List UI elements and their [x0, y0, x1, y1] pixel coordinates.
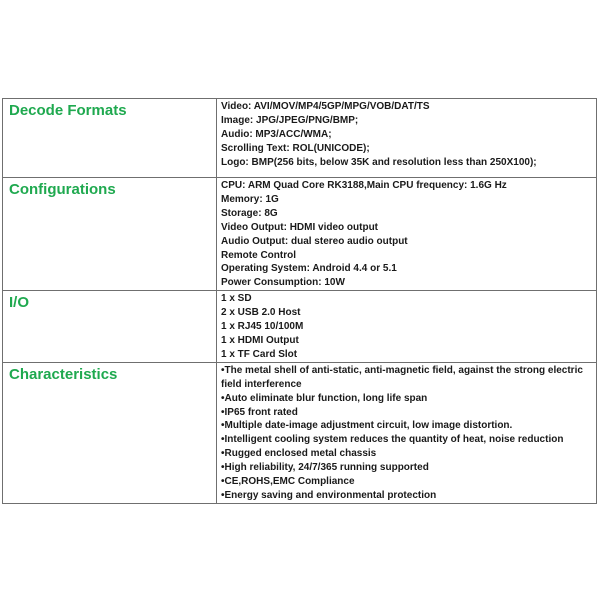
spec-item: •High reliability, 24/7/365 running supported [221, 462, 429, 474]
section-items-cell [217, 291, 597, 363]
spec-item: Audio: MP3/ACC/WMA; [221, 128, 332, 140]
section-items-cell [217, 99, 597, 178]
spec-item: •Multiple date-image adjustment circuit, low image distortion. [221, 420, 513, 432]
spec-item: •The metal shell of anti-static, anti-magnetic field, against the strong electric field interference [221, 364, 583, 390]
spec-item: 1 x RJ45 10/100M [221, 321, 304, 333]
spec-table [2, 98, 597, 504]
spec-item: •Rugged enclosed metal chassis [221, 448, 377, 460]
spec-item: Memory: 1G [221, 193, 279, 205]
spec-item: •CE,ROHS,EMC Compliance [221, 476, 355, 488]
spec-item: Video: AVI/MOV/MP4/5GP/MPG/VOB/DAT/TS [221, 101, 430, 112]
spec-item: Operating System: Android 4.4 or 5.1 [221, 263, 397, 275]
spec-item: Video Output: HDMI video output [221, 221, 379, 233]
spec-item: Logo: BMP(256 bits, below 35K and resolution less than 250X100); [221, 156, 537, 168]
spec-item: Audio Output: dual stereo audio output [221, 235, 408, 247]
section-heading: Characteristics [9, 365, 118, 383]
spec-item: Remote Control [221, 249, 296, 261]
spec-item: 1 x TF Card Slot [221, 348, 298, 360]
section-items-cell [217, 178, 597, 291]
spec-item: •Intelligent cooling system reduces the quantity of heat, noise reduction [221, 434, 564, 446]
section-heading: I/O [9, 294, 30, 312]
section-heading-cell [3, 178, 217, 291]
spec-item: Scrolling Text: ROL(UNICODE); [221, 142, 370, 154]
spec-item: 2 x USB 2.0 Host [221, 307, 301, 319]
spec-item: Power Consumption: 10W [221, 277, 345, 289]
section-heading: Decode Formats [9, 102, 127, 119]
spec-item: •IP65 front rated [221, 406, 298, 418]
section-heading-cell [3, 291, 217, 363]
section-heading: Configurations [9, 181, 116, 198]
section-heading-cell [3, 99, 217, 178]
spec-item: •Auto eliminate blur function, long life span [221, 392, 428, 404]
section-row-io [3, 291, 597, 363]
section-row-configurations [3, 178, 597, 291]
section-row-characteristics [3, 362, 597, 503]
spec-item: Image: JPG/JPEG/PNG/BMP; [221, 114, 359, 126]
spec-item: CPU: ARM Quad Core RK3188,Main CPU frequency: 1.6G Hz [221, 180, 507, 191]
spec-item: 1 x HDMI Output [221, 334, 299, 346]
spec-item: 1 x SD [221, 293, 252, 305]
section-items-cell [217, 362, 597, 503]
spec-item: Storage: 8G [221, 207, 278, 219]
section-heading-cell [3, 362, 217, 503]
section-row-decode-formats [3, 99, 597, 178]
spec-item: •Energy saving and environmental protection [221, 489, 437, 501]
